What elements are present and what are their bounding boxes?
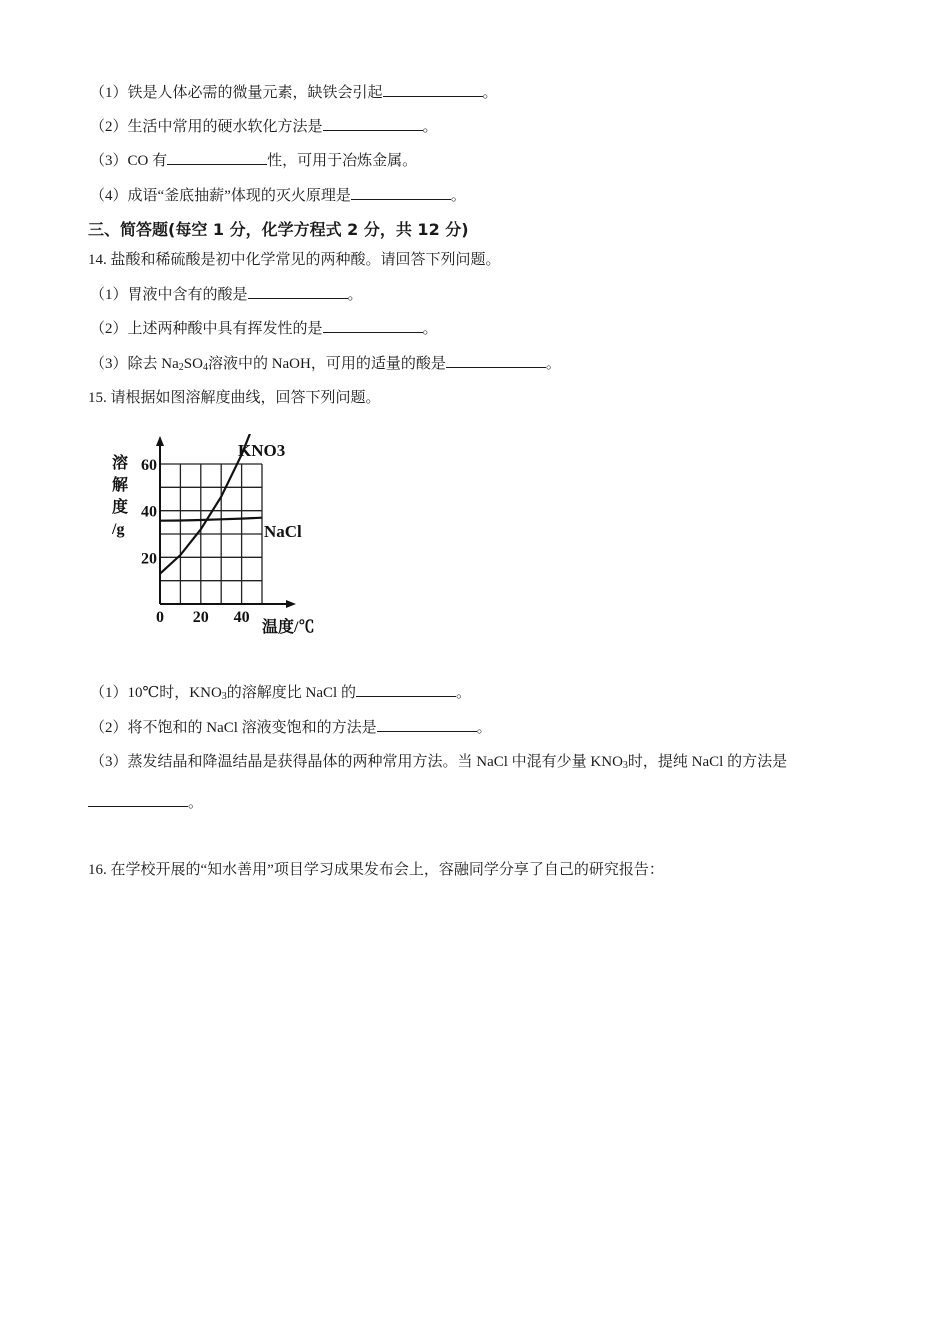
y-tick-label: 40 (141, 503, 157, 521)
series-line-nacl (160, 518, 262, 521)
q15-item-2 (90, 717, 492, 738)
q14-item-2 (90, 318, 438, 339)
subscript: 2 (178, 362, 184, 373)
answer-blank[interactable] (323, 116, 423, 131)
subscript: 4 (202, 362, 208, 373)
x-axis-arrow (286, 600, 296, 608)
y-tick-label: 60 (141, 457, 157, 474)
x-tick-label: 20 (192, 609, 209, 626)
q15-item-1-text-2: 的溶解度比 NaCl 的 (226, 685, 356, 701)
q15-item-3 (90, 752, 787, 772)
q14-item-1-suffix: 。 (347, 287, 363, 303)
y-axis-arrow (156, 436, 164, 446)
answer-blank[interactable] (383, 82, 483, 97)
q13-item-4 (90, 185, 466, 206)
q15-item-1-suffix: 。 (455, 685, 471, 701)
q13-item-1-suffix: 。 (482, 85, 498, 101)
series-label-nacl: NaCl (264, 522, 302, 541)
q15-item-1-text: （1）10℃时，KNO (90, 685, 222, 701)
y-axis-label: /g (112, 521, 125, 538)
q15-item-2-text: （2）将不饱和的 NaCl 溶液变饱和的方法是 (90, 720, 377, 736)
q13-item-2-text: （2）生活中常用的硬水软化方法是 (90, 119, 323, 135)
q13-item-4-suffix: 。 (450, 188, 466, 204)
q15-stem: 15. 请根据如图溶解度曲线，回答下列问题。 (88, 390, 381, 406)
answer-blank[interactable] (248, 284, 348, 299)
q14-item-3-formula: SO (183, 356, 203, 372)
x-tick-label: 40 (233, 609, 250, 626)
x-tick-label: 0 (156, 609, 164, 626)
q14-item-1 (90, 284, 363, 305)
q15-item-3-text: （3）蒸发结晶和降温结晶是获得晶体的两种常用方法。当 NaCl 中混有少量 KNO (90, 754, 623, 770)
answer-blank[interactable] (323, 318, 423, 333)
q14-item-2-suffix: 。 (422, 321, 438, 337)
q13-item-1 (90, 82, 498, 103)
q13-item-2-suffix: 。 (422, 119, 438, 135)
q14-stem: 14. 盐酸和稀硫酸是初中化学常见的两种酸。请回答下列问题。 (88, 252, 501, 268)
y-axis-label: 度 (112, 499, 129, 516)
q14-item-3-suffix: 。 (545, 356, 561, 372)
series-label-kno3: KNO3 (238, 441, 286, 460)
q13-item-3 (90, 150, 417, 171)
answer-blank[interactable] (167, 150, 267, 165)
q16-stem: 16. 在学校开展的“知水善用”项目学习成果发布会上，容融同学分享了自己的研究报告： (88, 862, 664, 878)
q14-item-3 (90, 353, 561, 374)
answer-blank[interactable] (356, 682, 456, 697)
solubility-chart (110, 434, 340, 640)
q14-item-3-text-2: 溶液中的 NaOH，可用的适量的酸是 (207, 356, 446, 372)
x-axis-label: 温度/℃ (262, 619, 315, 636)
q13-item-3-suffix: 性，可用于冶炼金属。 (267, 153, 418, 169)
answer-blank[interactable] (377, 717, 477, 732)
y-axis-label: 解 (112, 477, 129, 494)
subscript: 3 (622, 760, 628, 771)
q15-item-3-suffix: 。 (188, 795, 204, 811)
q13-item-2 (90, 116, 438, 137)
q15-item-2-suffix: 。 (476, 720, 492, 736)
q14-item-1-text: （1）胃液中含有的酸是 (90, 287, 248, 303)
q13-item-3-text: （3）CO 有 (90, 153, 168, 169)
y-axis-label: 溶 (112, 455, 129, 472)
answer-blank[interactable] (88, 792, 188, 807)
section-heading: 三、简答题(每空 1 分，化学方程式 2 分，共 12 分) (88, 220, 469, 239)
q15-item-3-text-2: 时，提纯 NaCl 的方法是 (627, 754, 788, 770)
q14-item-2-text: （2）上述两种酸中具有挥发性的是 (90, 321, 323, 337)
answer-blank[interactable] (446, 353, 546, 368)
q13-item-4-text: （4）成语“釜底抽薪”体现的灭火原理是 (90, 188, 351, 204)
q15-item-1 (90, 682, 471, 703)
q14-item-3-text: （3）除去 Na (90, 356, 179, 372)
chart-grid (160, 464, 262, 604)
chart-labels (111, 441, 314, 636)
y-tick-label: 20 (141, 550, 157, 568)
q15-item-3-answer-line (88, 792, 203, 813)
subscript: 3 (221, 691, 227, 702)
q13-item-1-text: （1）铁是人体必需的微量元素，缺铁会引起 (90, 85, 383, 101)
answer-blank[interactable] (351, 185, 451, 200)
